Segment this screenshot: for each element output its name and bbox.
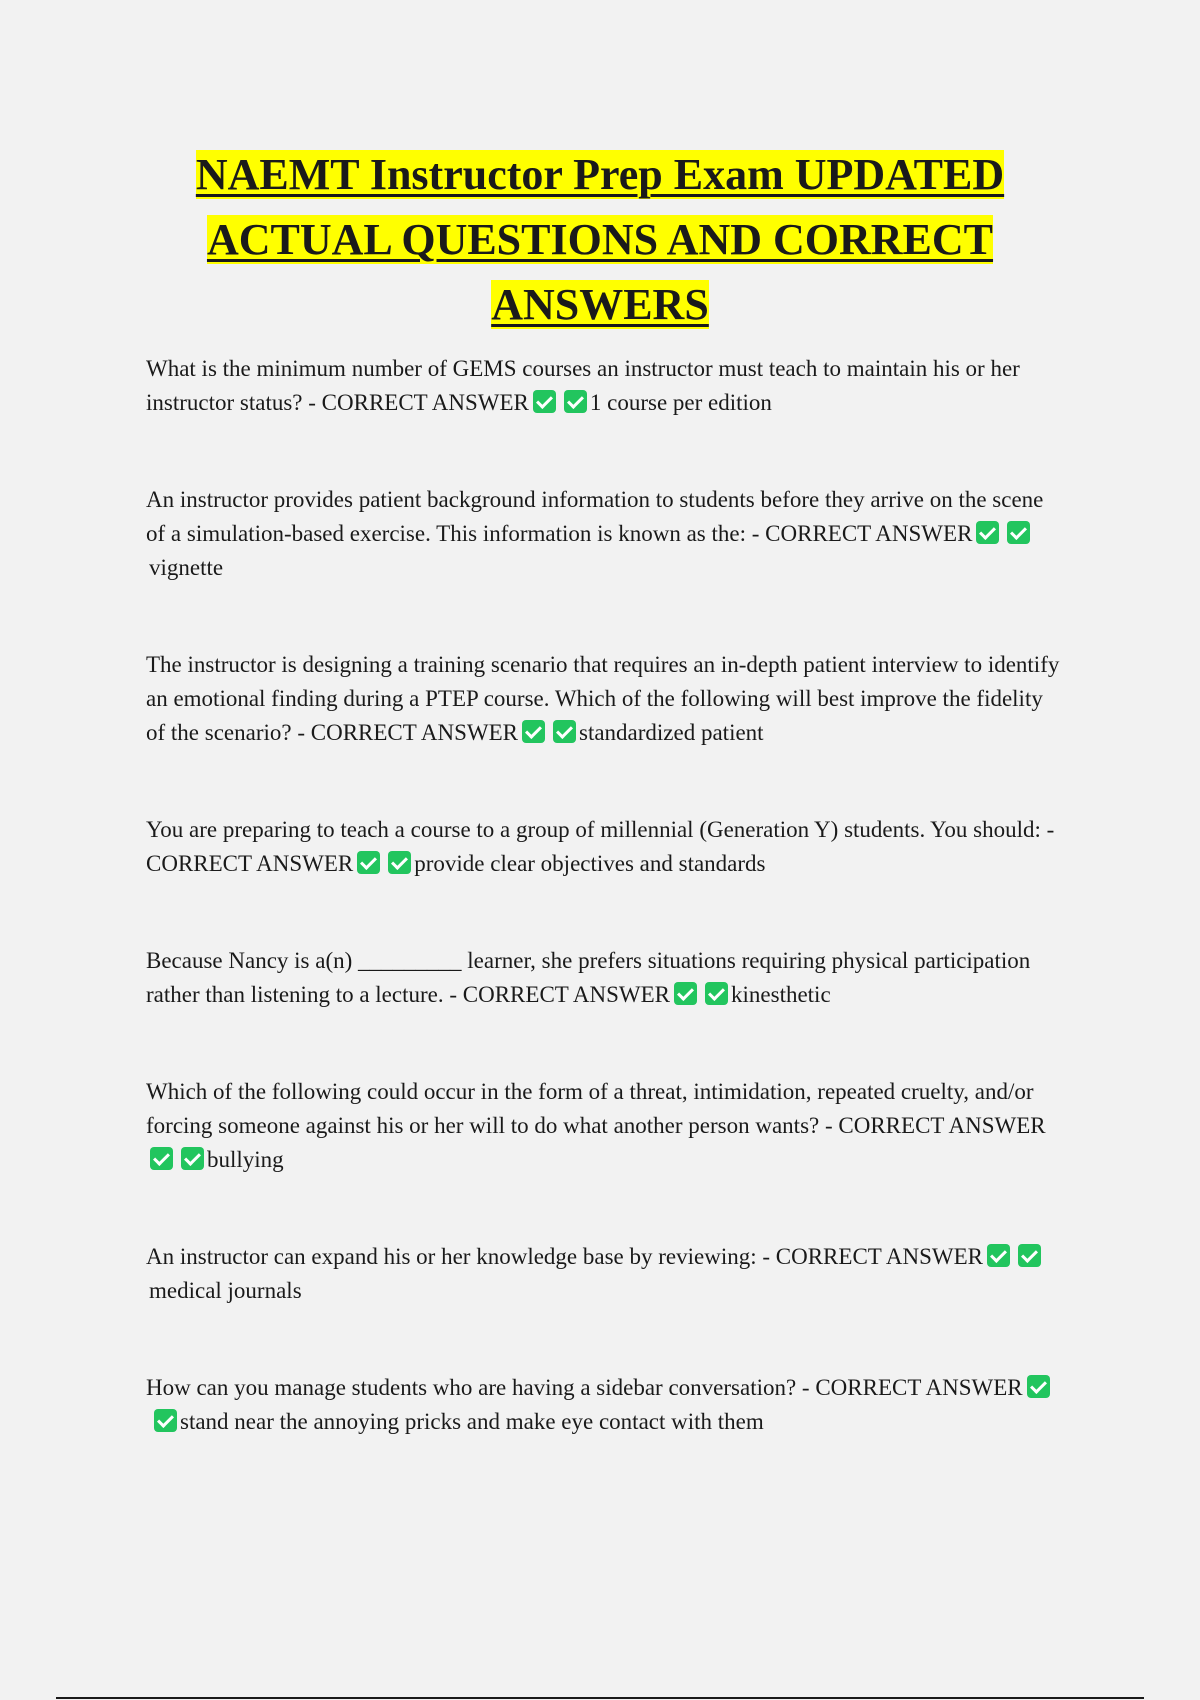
title-line-1: NAEMT Instructor Prep Exam UPDATED — [195, 150, 1005, 199]
question-text: Because Nancy is a(n) _________ learner, she prefers situations requiring physical participation rather than listening to a lecture. - CORRECT ANSWER — [146, 948, 1031, 1007]
question-text: An instructor provides patient background information to students before they arrive on the scene of a simulation-based exercise. This information is known as the: - CORRECT ANSWER — [146, 487, 1044, 546]
check-box-icon — [674, 982, 697, 1005]
answer-text: kinesthetic — [731, 982, 831, 1007]
question-text: You are preparing to teach a course to a group of millennial (Generation Y) students. You should: - CORRECT ANSWER — [146, 817, 1055, 876]
answer-text: medical journals — [149, 1278, 302, 1303]
check-box-icon — [1018, 1244, 1041, 1267]
answer-text: stand near the annoying pricks and make eye contact with them — [180, 1409, 764, 1434]
answer-text: bullying — [207, 1147, 284, 1172]
document-title — [100, 142, 1100, 337]
qa-item — [146, 1075, 1066, 1177]
answer-text: vignette — [149, 555, 224, 580]
check-box-icon — [553, 720, 576, 743]
qa-item — [146, 483, 1066, 585]
check-box-icon — [154, 1409, 177, 1432]
question-text: An instructor can expand his or her knowledge base by reviewing: - CORRECT ANSWER — [146, 1244, 984, 1269]
question-text: What is the minimum number of GEMS courses an instructor must teach to maintain his or her instructor status? - CORRECT ANSWER — [146, 356, 1020, 415]
question-text: Which of the following could occur in the form of a threat, intimidation, repeated cruelty, and/or forcing someone against his or her will to do what another person wants? - CORRECT ANSWER — [146, 1079, 1046, 1138]
check-box-icon — [357, 851, 380, 874]
qa-list — [146, 352, 1066, 1502]
check-box-icon — [522, 720, 545, 743]
check-box-icon — [1007, 521, 1030, 544]
qa-item — [146, 1240, 1066, 1308]
footer-divider — [56, 1697, 1144, 1699]
title-line-2: ACTUAL QUESTIONS AND CORRECT — [206, 215, 994, 264]
title-line-3: ANSWERS — [491, 280, 709, 329]
question-text: How can you manage students who are having a sidebar conversation? - CORRECT ANSWER — [146, 1375, 1023, 1400]
check-box-icon — [564, 390, 587, 413]
check-box-icon — [181, 1147, 204, 1170]
qa-item — [146, 944, 1066, 1012]
qa-item — [146, 648, 1066, 750]
qa-item — [146, 813, 1066, 881]
check-box-icon — [150, 1147, 173, 1170]
check-box-icon — [1027, 1375, 1050, 1398]
check-box-icon — [388, 851, 411, 874]
qa-item — [146, 352, 1066, 420]
check-box-icon — [976, 521, 999, 544]
check-box-icon — [533, 390, 556, 413]
answer-text: 1 course per edition — [589, 390, 772, 415]
answer-text: standardized patient — [579, 720, 764, 745]
qa-item — [146, 1371, 1066, 1439]
answer-text: provide clear objectives and standards — [414, 851, 766, 876]
check-box-icon — [705, 982, 728, 1005]
check-box-icon — [987, 1244, 1010, 1267]
question-text: The instructor is designing a training scenario that requires an in-depth patient interview to identify an emotional finding during a PTEP course. Which of the following will best improve the fidelity of the scenario? - CORRECT ANSWER — [146, 652, 1060, 745]
